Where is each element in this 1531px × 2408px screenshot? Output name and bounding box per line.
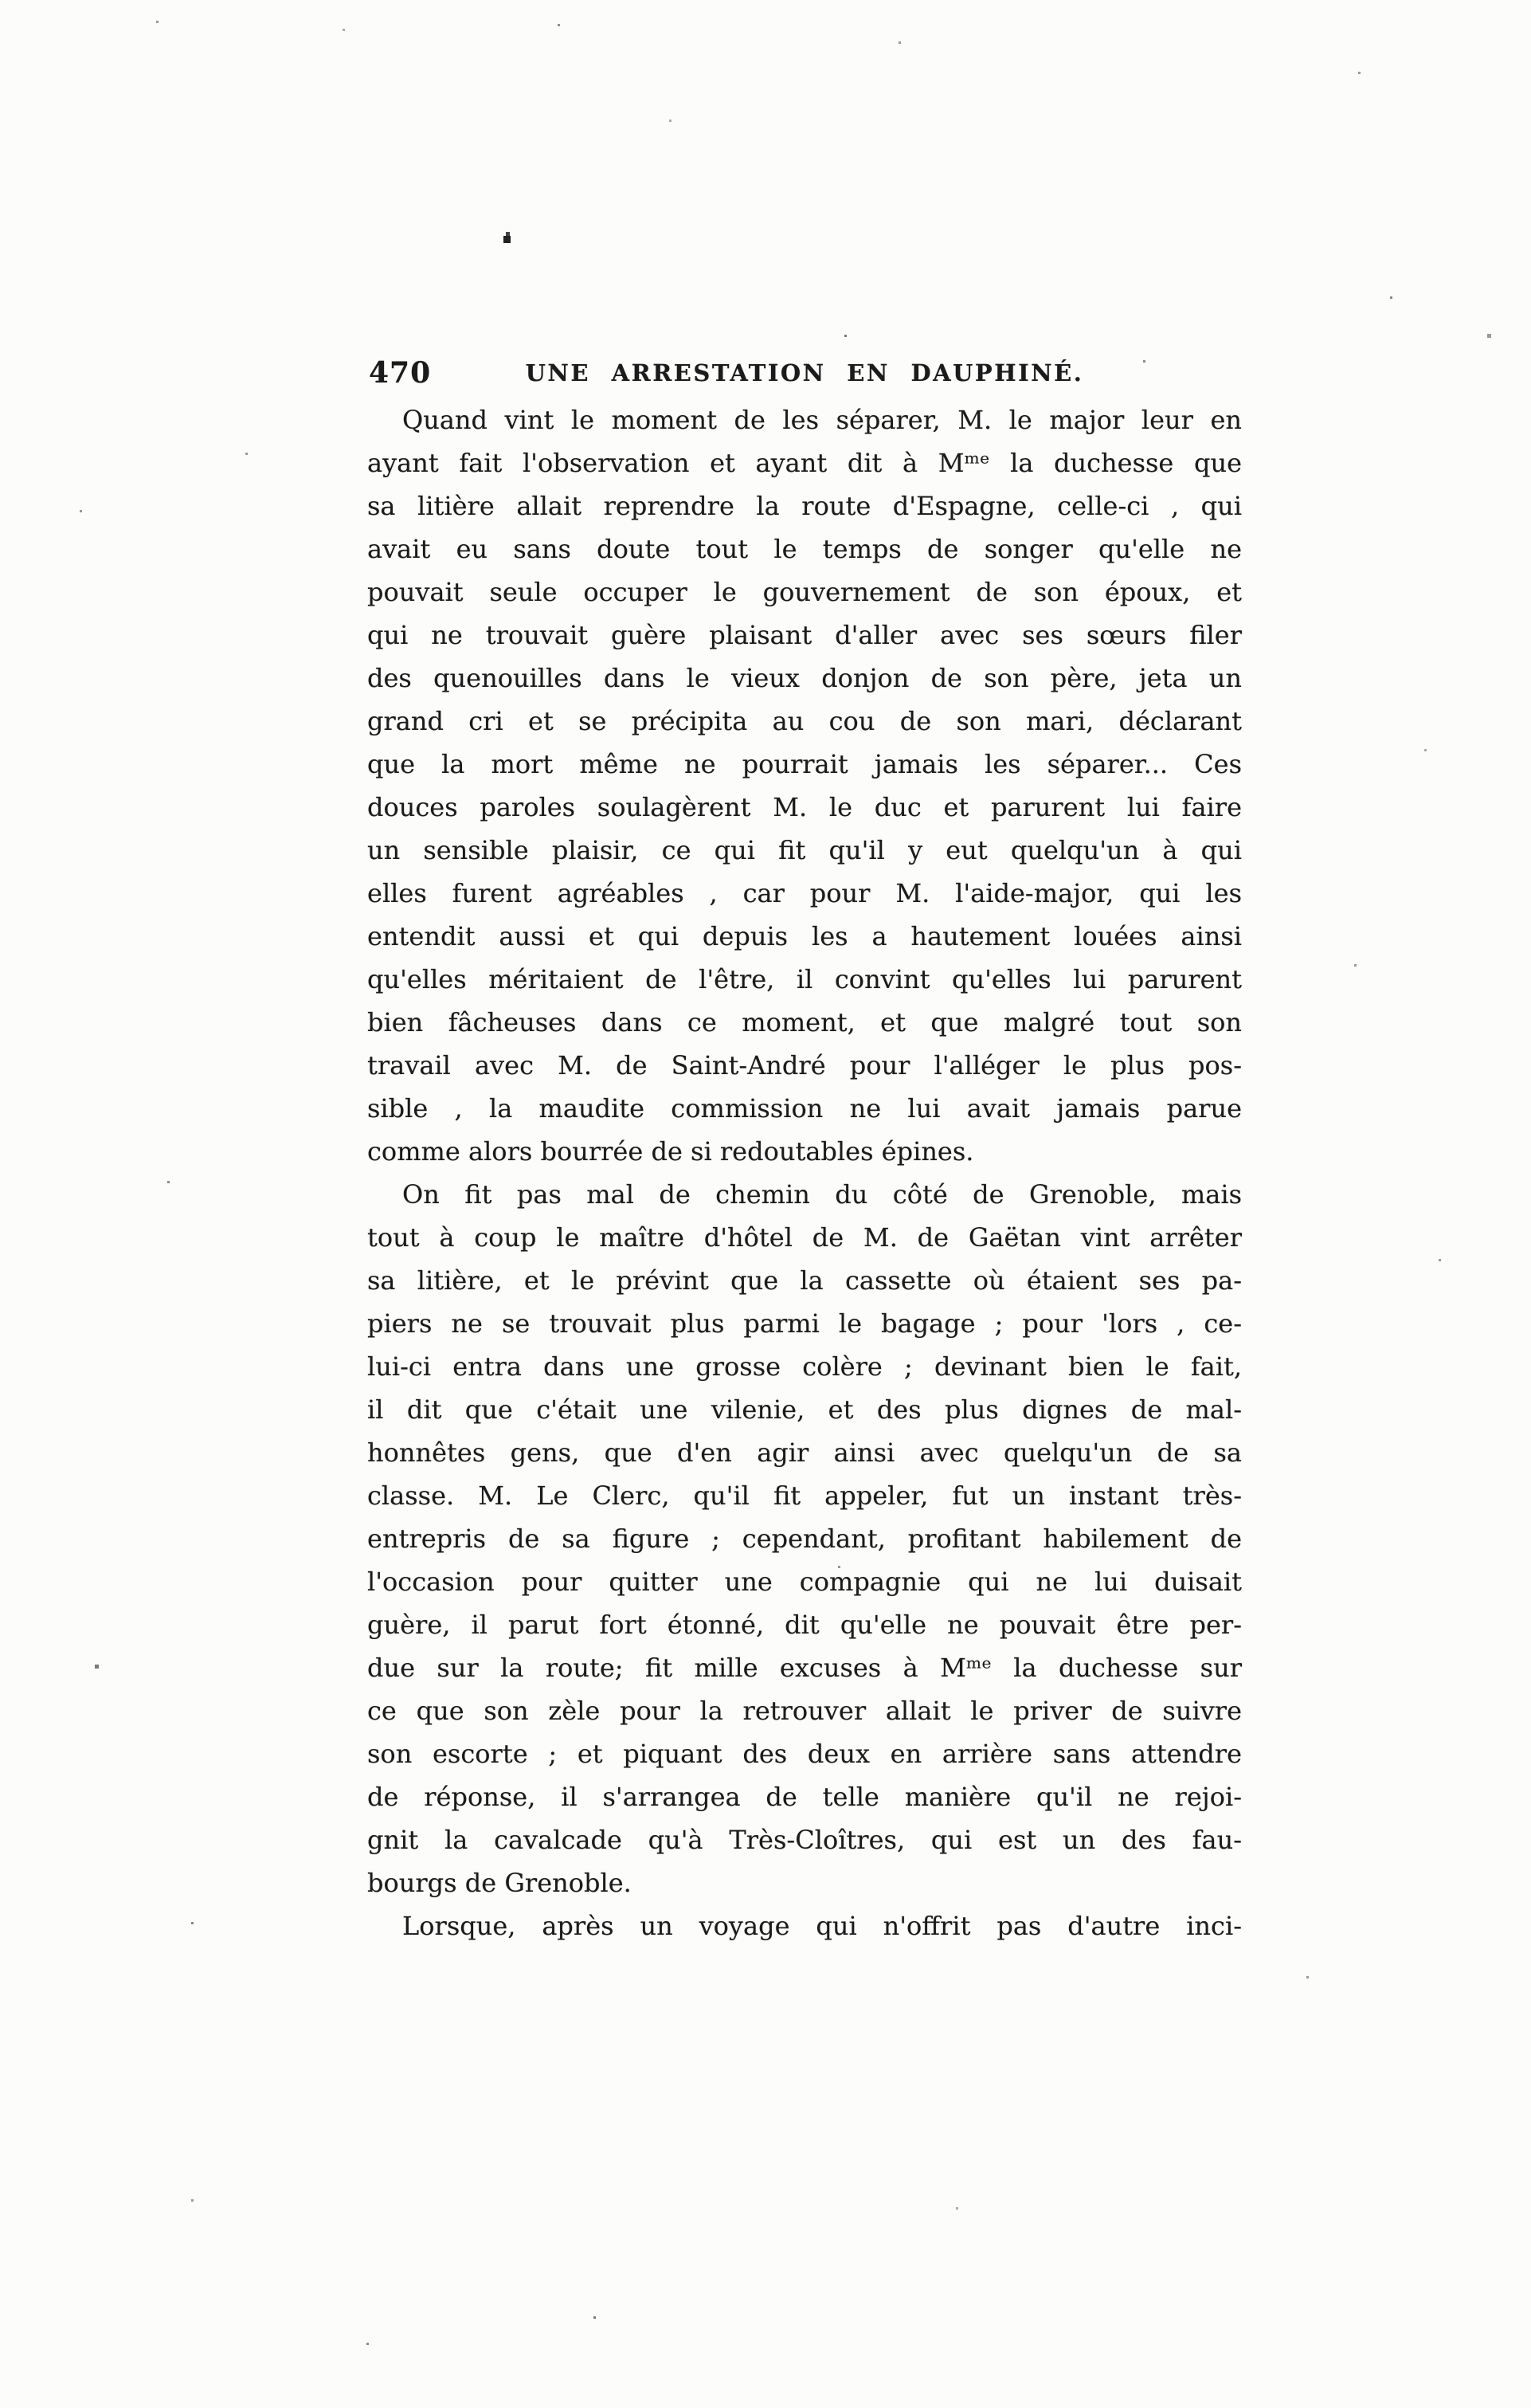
paragraph-3	[367, 1904, 1242, 1947]
text-line: avait eu sans doute tout le temps de songer qu'elle ne	[367, 534, 1242, 564]
text-line: due sur la route; fit mille excuses à Mᵐᵉ la duchesse sur	[367, 1653, 1242, 1683]
scan-noise-specks	[0, 0, 2, 2]
text-line: entrepris de sa figure ; cependant, profitant habilement de	[367, 1524, 1242, 1554]
text-line: de réponse, il s'arrangea de telle manière qu'il ne rejoi-	[367, 1782, 1242, 1812]
text-line: Quand vint le moment de les séparer, M. le major leur en	[402, 405, 1242, 435]
page-number: 470	[369, 356, 432, 390]
running-head	[367, 355, 1242, 392]
text-line: lui-ci entra dans une grosse colère ; devinant bien le fait,	[367, 1351, 1242, 1382]
text-line: ce que son zèle pour la retrouver allait le priver de suivre	[367, 1696, 1242, 1726]
paragraph-1	[367, 398, 1242, 1173]
text-line: des quenouilles dans le vieux donjon de son père, jeta un	[367, 663, 1242, 693]
text-line: guère, il parut fort étonné, dit qu'elle ne pouvait être per-	[367, 1610, 1242, 1640]
text-line: un sensible plaisir, ce qui fit qu'il y eut quelqu'un à qui	[367, 835, 1242, 865]
body-text	[367, 398, 1242, 1947]
text-line: douces paroles soulagèrent M. le duc et parurent lui faire	[367, 792, 1242, 822]
paragraph-2	[367, 1173, 1242, 1904]
text-line: classe. M. Le Clerc, qu'il fit appeler, fut un instant très-	[367, 1480, 1242, 1511]
text-line: sa litière allait reprendre la route d'Espagne, celle-ci , qui	[367, 491, 1242, 521]
text-line: On fit pas mal de chemin du côté de Grenoble, mais	[402, 1179, 1242, 1210]
text-line: il dit que c'était une vilenie, et des plus dignes de mal-	[367, 1394, 1242, 1425]
text-line: bien fâcheuses dans ce moment, et que malgré tout son	[367, 1007, 1242, 1037]
text-line: entendit aussi et qui depuis les a hautement louées ainsi	[367, 921, 1242, 951]
text-line: pouvait seule occuper le gouvernement de son époux, et	[367, 577, 1242, 607]
text-line: piers ne se trouvait plus parmi le bagage ; pour 'lors , ce-	[367, 1308, 1242, 1339]
text-line: Lorsque, après un voyage qui n'offrit pas d'autre inci-	[402, 1911, 1242, 1941]
text-line: tout à coup le maître d'hôtel de M. de Gaëtan vint arrêter	[367, 1222, 1242, 1253]
text-line: qui ne trouvait guère plaisant d'aller avec ses sœurs filer	[367, 620, 1242, 650]
text-line: sa litière, et le prévint que la cassette où étaient ses pa-	[367, 1265, 1242, 1296]
text-line: gnit la cavalcade qu'à Très-Cloîtres, qui est un des fau-	[367, 1825, 1242, 1855]
text-line: son escorte ; et piquant des deux en arrière sans attendre	[367, 1739, 1242, 1769]
running-title: UNE ARRESTATION EN DAUPHINÉ.	[525, 359, 1084, 386]
text-line: honnêtes gens, que d'en agir ainsi avec quelqu'un de sa	[367, 1437, 1242, 1468]
text-line: que la mort même ne pourrait jamais les séparer... Ces	[367, 749, 1242, 779]
text-line: comme alors bourrée de si redoutables épines.	[367, 1136, 974, 1167]
text-line: sible , la maudite commission ne lui avait jamais parue	[367, 1093, 1242, 1124]
text-line: l'occasion pour quitter une compagnie qui ne lui duisait	[367, 1567, 1242, 1597]
text-line: travail avec M. de Saint-André pour l'alléger le plus pos-	[367, 1050, 1242, 1080]
text-line: bourgs de Grenoble.	[367, 1868, 632, 1898]
text-line: qu'elles méritaient de l'être, il convint qu'elles lui parurent	[367, 964, 1242, 994]
text-line: grand cri et se précipita au cou de son mari, déclarant	[367, 706, 1242, 736]
text-line: elles furent agréables , car pour M. l'aide-major, qui les	[367, 878, 1242, 908]
text-line: ayant fait l'observation et ayant dit à Mᵐᵉ la duchesse que	[367, 448, 1242, 478]
